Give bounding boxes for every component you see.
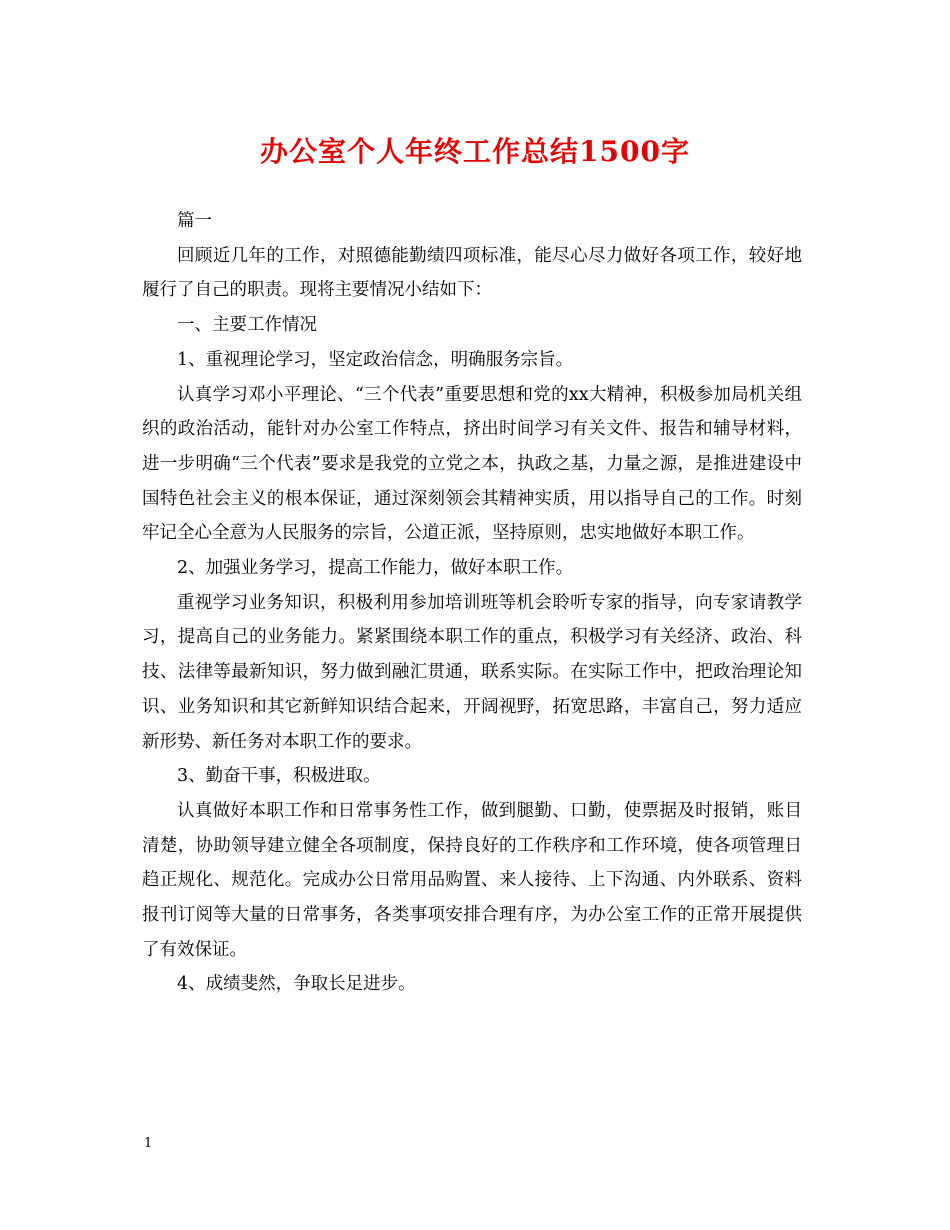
page-number: 1: [144, 1136, 153, 1151]
subheading-4: 4、成绩斐然，争取长足进步。: [177, 974, 416, 995]
paragraph-1: 认真学习邓小平理论、“三个代表”重要思想和党的xx大精神，积极参加局机关组织的政治活动，能针对办公室工作特点，挤出时间学习有关文件、报告和辅导材料，进一步明确“三个代表”要求是我党的立党之本，执政之基，力量之源，是推进建设中国特色社会主义的根本保证，通过深刻领会其精神实质，用以指导自己的工作。时刻牢记全心全意为人民服务的宗旨，公道正派，坚持原则，忠实地做好本职工作。: [142, 384, 802, 544]
subheading-2: 2、加强业务学习，提高工作能力，做好本职工作。: [177, 558, 574, 579]
subheading-3: 3、勤奋干事，积极进取。: [177, 766, 381, 787]
paragraph-section-label: 篇一: [177, 211, 212, 231]
heading-main-work: 一、主要工作情况: [177, 315, 317, 336]
subheading-1: 1、重视理论学习，坚定政治信念，明确服务宗旨。: [177, 349, 574, 370]
paragraph-2: 重视学习业务知识，积极利用参加培训班等机会聆听专家的指导，向专家请教学习，提高自己的业务能力。紧紧围绕本职工作的重点，积极学习有关经济、政治、科技、法律等最新知识，努力做到融汇贯通，联系实际。在实际工作中，把政治理论知识、业务知识和其它新鲜知识结合起来，开阔视野，拓宽思路，丰富自己，努力适应新形势、新任务对本职工作的要求。: [142, 592, 802, 752]
document-title: 办公室个人年终工作总结1500字: [260, 135, 690, 168]
paragraph-3: 认真做好本职工作和日常事务性工作，做到腿勤、口勤，使票据及时报销，账目清楚，协助领导建立健全各项制度，保持良好的工作秩序和工作环境，使各项管理日趋正规化、规范化。完成办公日常用品购置、来人接待、上下沟通、内外联系、资料报刊订阅等大量的日常事务，各类事项安排合理有序，为办公室工作的正常开展提供了有效保证。: [142, 800, 802, 960]
paragraph-intro: 回顾近几年的工作，对照德能勤绩四项标准，能尽心尽力做好各项工作，较好地履行了自己的职责。现将主要情况小结如下：: [142, 245, 802, 301]
document-body: [142, 204, 802, 1002]
